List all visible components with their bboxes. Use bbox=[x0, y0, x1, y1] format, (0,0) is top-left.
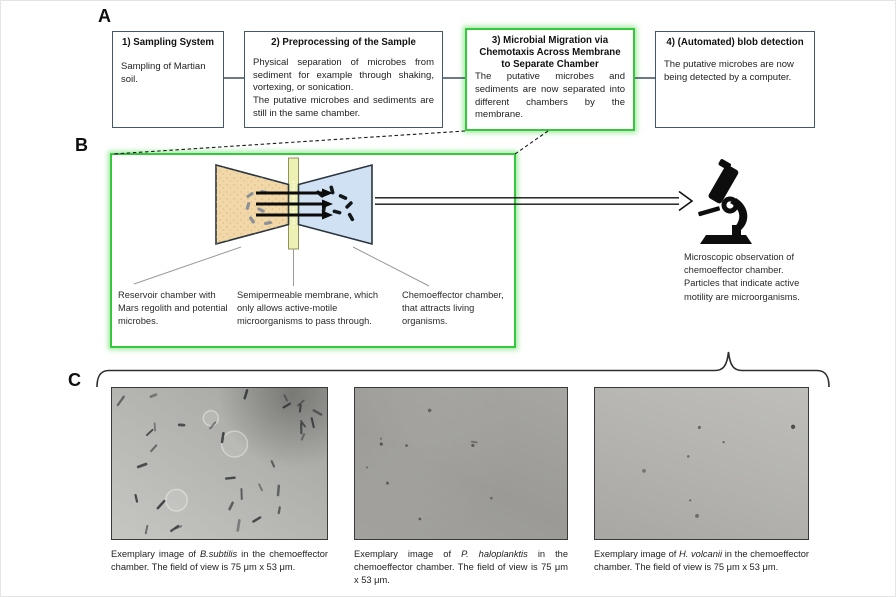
micrograph-particles bbox=[595, 388, 808, 539]
caption-3-suffix: in the chemoeffector chamber. The field of view is 75 μm x 53 μm. bbox=[594, 549, 809, 573]
callout-reservoir-chamber: Reservoir chamber with Mars regolith and potential microbes. bbox=[118, 290, 228, 326]
flow-step-3-title: 3) Microbial Migration via Chemotaxis Across Membrane to Separate Chamber bbox=[479, 35, 621, 71]
caption-2-prefix: Exemplary image of bbox=[354, 549, 452, 559]
flow-step-1-title: 1) Sampling System bbox=[121, 37, 215, 48]
flow-step-2-preprocessing bbox=[244, 31, 443, 128]
flow-step-3-migration bbox=[465, 28, 635, 131]
flow-step-4-blob-detection bbox=[655, 31, 815, 128]
flow-step-1-body: Sampling of Martian soil. bbox=[121, 61, 206, 85]
micrograph-h-volcanii bbox=[594, 387, 809, 540]
callout-chemoeffector-chamber: Chemoeffector chamber, that attracts living organisms. bbox=[402, 290, 504, 326]
panel-a-label: A bbox=[98, 6, 111, 26]
microscope-icon bbox=[698, 158, 752, 244]
flow-step-1-sampling bbox=[112, 31, 224, 128]
caption-b-subtilis bbox=[111, 548, 328, 574]
callout-semipermeable-membrane: Semipermeable membrane, which only allows active-motile microorganisms to pass through. bbox=[237, 290, 379, 326]
micrograph-particles bbox=[355, 388, 567, 539]
caption-3-prefix: Exemplary image of bbox=[594, 549, 677, 559]
panel-b-label: B bbox=[75, 135, 88, 155]
caption-1-prefix: Exemplary image of bbox=[111, 549, 196, 559]
brace bbox=[97, 352, 829, 387]
flow-step-2-body-2: The putative microbes and sediments are still in the same chamber. bbox=[253, 95, 434, 119]
caption-2-species: P. haloplanktis bbox=[461, 549, 528, 559]
flow-step-4-title: 4) (Automated) blob detection bbox=[666, 37, 804, 48]
caption-3-species: H. volcanii bbox=[679, 549, 723, 559]
dashed-zoom-connectors bbox=[113, 131, 548, 154]
flow-step-2-body-1: Physical separation of microbes from sediment for example through shaking, vortexing, or sonication. bbox=[253, 57, 434, 94]
flow-step-3-body: The putative microbes and sediments are now separated into different chambers by the membrane. bbox=[475, 71, 625, 121]
micrograph-particles bbox=[112, 388, 327, 539]
microscope-note: Microscopic observation of chemoeffector chamber. Particles that indicate active motility are microorganisms. bbox=[684, 252, 800, 302]
flow-step-4-body: The putative microbes are now being detected by a computer. bbox=[664, 59, 794, 83]
caption-1-species: B.subtilis bbox=[199, 549, 238, 559]
caption-1-suffix: in the chemoeffector chamber. The field of view is 75 μm x 53 μm. bbox=[111, 549, 328, 573]
panel-c-label: C bbox=[68, 370, 81, 390]
micrograph-p-haloplanktis bbox=[354, 387, 568, 540]
caption-2-suffix: in the chemoeffector chamber. The field of view is 75 μm x 53 μm. bbox=[354, 549, 568, 586]
caption-p-haloplanktis bbox=[354, 548, 568, 587]
micrograph-b-subtilis bbox=[111, 387, 328, 540]
flow-step-2-title: 2) Preprocessing of the Sample bbox=[271, 37, 416, 48]
caption-h-volcanii bbox=[594, 548, 809, 574]
